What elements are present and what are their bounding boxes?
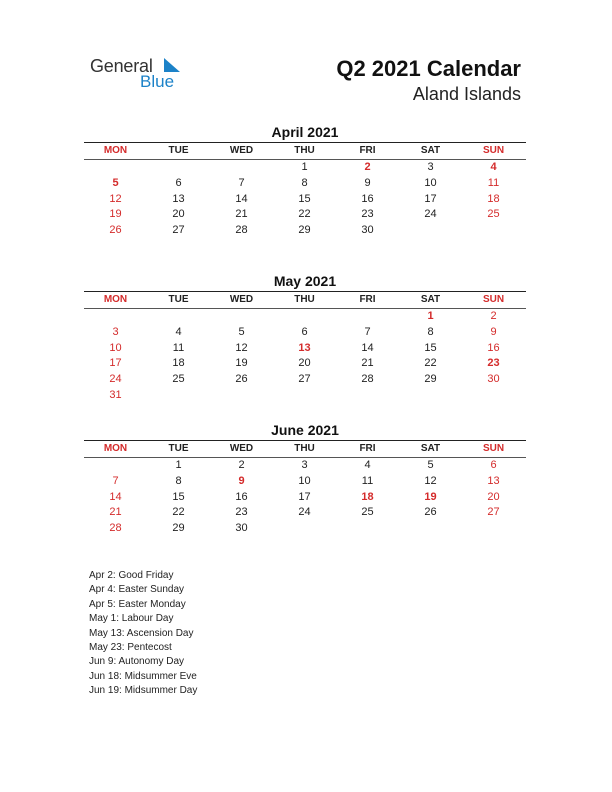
day-cell: 8 [301, 176, 308, 189]
day-cell: 2 [238, 459, 245, 471]
weekday-header [84, 292, 526, 308]
day-cell: 17 [424, 192, 437, 205]
day-cell: 29 [424, 373, 437, 386]
day-cell: 14 [235, 192, 248, 205]
holiday-item: May 23: Pentecost [89, 641, 172, 653]
weekday-header [84, 441, 526, 457]
day-cell: 11 [361, 474, 374, 487]
day-cell: 8 [427, 325, 434, 338]
day-cell: 22 [298, 208, 311, 221]
day-cell: 2 [490, 310, 497, 322]
holiday-item: Jun 9: Autonomy Day [89, 656, 185, 668]
day-cell: 7 [112, 474, 119, 487]
day-cell [210, 160, 273, 176]
weekday-label: SUN [482, 145, 505, 156]
day-cell: 2 [364, 161, 371, 173]
weekday-label: WED [229, 443, 254, 454]
day-cell: 25 [172, 373, 185, 386]
logo-text-general: General [90, 56, 153, 76]
page-title: Q2 2021 Calendar [336, 56, 521, 81]
day-cell: 21 [109, 506, 122, 519]
day-cell: 9 [364, 176, 371, 189]
week-row [84, 207, 526, 223]
week-row [84, 388, 526, 404]
day-cell [273, 521, 336, 537]
day-cell: 26 [424, 506, 437, 519]
region-name: Aland Islands [412, 84, 521, 104]
day-cell: 20 [487, 490, 500, 503]
day-cell: 24 [298, 506, 311, 519]
day-cell: 9 [490, 325, 497, 338]
day-cell: 4 [490, 161, 497, 173]
day-cell: 15 [424, 341, 437, 354]
weekday-label: SAT [420, 443, 441, 454]
day-cell: 3 [427, 161, 434, 173]
day-cell: 27 [298, 373, 311, 386]
day-cell: 5 [238, 325, 245, 338]
day-cell [210, 388, 273, 404]
day-cell [147, 160, 210, 176]
weekday-label: FRI [359, 443, 376, 454]
weekday-label: TUE [168, 294, 189, 305]
week-row [84, 490, 526, 506]
day-cell: 30 [235, 522, 248, 535]
day-cell: 26 [109, 224, 122, 237]
day-cell: 5 [427, 459, 434, 471]
day-cell [84, 160, 147, 176]
weekday-label: WED [229, 294, 254, 305]
day-cell [273, 388, 336, 404]
day-cell: 19 [235, 357, 248, 370]
day-cell: 3 [112, 325, 119, 338]
day-cell [84, 458, 147, 474]
day-cell: 28 [235, 224, 248, 237]
day-cell: 5 [112, 176, 119, 189]
holiday-item: Apr 5: Easter Monday [89, 598, 186, 610]
day-cell [399, 223, 462, 239]
day-cell: 10 [109, 341, 122, 354]
day-cell: 25 [487, 208, 500, 221]
holiday-item: May 1: Labour Day [89, 613, 174, 625]
day-cell: 26 [235, 373, 248, 386]
weekday-label: FRI [359, 145, 376, 156]
day-cell [462, 521, 525, 537]
weekday-label: THU [294, 443, 315, 454]
weekday-label: SUN [482, 443, 505, 454]
day-cell [336, 309, 399, 325]
day-cell [84, 309, 147, 325]
day-cell: 20 [172, 208, 185, 221]
day-cell: 19 [424, 490, 437, 503]
week-row [84, 192, 526, 208]
weekday-label: THU [294, 145, 315, 156]
week-row [84, 505, 526, 521]
day-cell: 7 [364, 325, 371, 338]
weekday-label: SUN [482, 294, 505, 305]
month-calendar [84, 273, 526, 404]
holiday-item: Apr 2: Good Friday [89, 570, 174, 581]
day-cell: 30 [361, 224, 374, 237]
day-cell [399, 388, 462, 404]
day-cell: 12 [235, 341, 248, 354]
weekday-label: SAT [420, 294, 441, 305]
day-cell: 31 [109, 388, 122, 401]
day-cell: 13 [298, 341, 311, 354]
day-cell: 16 [487, 341, 500, 354]
day-cell: 23 [235, 506, 248, 519]
day-cell: 27 [487, 506, 500, 519]
day-cell [336, 388, 399, 404]
day-cell: 12 [109, 192, 122, 205]
day-cell: 24 [424, 208, 437, 221]
day-cell: 1 [427, 310, 434, 322]
day-cell: 14 [109, 490, 122, 503]
day-cell: 17 [298, 490, 311, 503]
week-row [84, 223, 526, 239]
weekday-label: FRI [359, 294, 376, 305]
day-cell [462, 223, 525, 239]
day-cell: 13 [487, 474, 500, 487]
weekday-label: SAT [420, 145, 441, 156]
holiday-item: May 13: Ascension Day [89, 627, 194, 639]
day-cell: 18 [361, 490, 374, 503]
day-cell: 16 [361, 192, 374, 205]
week-row [84, 474, 526, 490]
week-row [84, 372, 526, 388]
day-cell: 15 [298, 192, 311, 205]
day-cell: 6 [175, 176, 182, 189]
day-cell [147, 309, 210, 325]
day-cell: 11 [172, 341, 185, 354]
week-row [84, 176, 526, 192]
day-cell [273, 309, 336, 325]
day-cell [147, 388, 210, 404]
week-row [84, 341, 526, 357]
day-cell: 16 [235, 490, 248, 503]
day-cell: 25 [361, 506, 374, 519]
day-cell: 1 [175, 459, 182, 471]
logo-triangle-icon [164, 58, 180, 72]
weekday-header [84, 143, 526, 159]
week-row [84, 458, 526, 474]
day-cell [462, 388, 525, 404]
holiday-item: Apr 4: Easter Sunday [89, 584, 185, 596]
week-row [84, 521, 526, 537]
day-cell: 21 [235, 208, 248, 221]
day-cell: 8 [175, 474, 182, 487]
day-cell: 13 [172, 192, 185, 205]
day-cell: 28 [361, 373, 374, 386]
day-cell: 10 [298, 474, 311, 487]
weekday-label: MON [103, 443, 128, 454]
month-calendar [84, 124, 526, 239]
day-cell: 7 [238, 176, 245, 189]
day-cell: 6 [301, 325, 308, 338]
logo-text-blue: Blue [140, 72, 175, 91]
day-cell: 3 [301, 459, 308, 471]
day-cell: 4 [364, 459, 371, 471]
day-cell [336, 521, 399, 537]
day-cell: 19 [109, 208, 122, 221]
day-cell: 12 [424, 474, 437, 487]
day-cell: 22 [424, 357, 437, 370]
week-row [84, 160, 526, 176]
day-cell: 10 [424, 176, 437, 189]
day-cell: 23 [487, 357, 500, 370]
day-cell: 21 [361, 357, 374, 370]
day-cell: 1 [301, 161, 308, 173]
day-cell: 29 [172, 522, 185, 535]
month-calendar [84, 422, 526, 537]
day-cell: 15 [172, 490, 185, 503]
week-row [84, 325, 526, 341]
day-cell: 24 [109, 373, 122, 386]
month-title: April 2021 [271, 124, 339, 140]
weekday-label: TUE [168, 145, 189, 156]
day-cell: 4 [175, 325, 182, 338]
month-title: June 2021 [271, 422, 339, 438]
day-cell: 28 [109, 522, 122, 535]
weekday-label: TUE [168, 443, 189, 454]
day-cell: 30 [487, 373, 500, 386]
holiday-list [89, 569, 197, 699]
day-cell: 18 [172, 357, 185, 370]
month-title: May 2021 [273, 273, 337, 289]
day-cell: 17 [109, 357, 122, 370]
day-cell: 20 [298, 357, 311, 370]
day-cell: 27 [172, 224, 185, 237]
weekday-label: MON [103, 145, 128, 156]
weekday-label: WED [229, 145, 254, 156]
day-cell [399, 521, 462, 537]
day-cell: 22 [172, 506, 185, 519]
holiday-item: Jun 19: Midsummer Day [89, 685, 198, 697]
day-cell: 29 [298, 224, 311, 237]
day-cell: 6 [490, 459, 497, 471]
holiday-item: Jun 18: Midsummer Eve [89, 670, 197, 682]
week-row [84, 309, 526, 325]
day-cell: 11 [487, 176, 500, 189]
day-cell: 18 [487, 192, 500, 205]
week-row [84, 356, 526, 372]
day-cell [210, 309, 273, 325]
day-cell: 14 [361, 341, 374, 354]
day-cell: 9 [238, 474, 245, 487]
generalblue-logo [90, 56, 190, 96]
day-cell: 23 [361, 208, 374, 221]
weekday-label: MON [103, 294, 128, 305]
weekday-label: THU [294, 294, 315, 305]
